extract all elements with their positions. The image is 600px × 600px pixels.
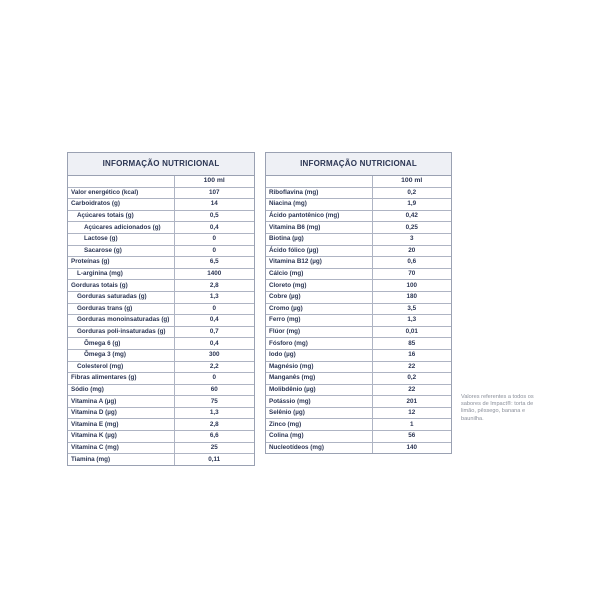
table-title: INFORMAÇÃO NUTRICIONAL — [266, 153, 451, 176]
nutrient-name: Fósforo (mg) — [266, 338, 372, 350]
nutrient-name: Cobre (µg) — [266, 291, 372, 303]
table-row — [266, 233, 451, 245]
table-row — [266, 245, 451, 257]
nutrient-value: 0,4 — [174, 222, 254, 234]
nutrient-value: 75 — [174, 396, 254, 408]
table-row — [68, 315, 254, 327]
nutrient-name: Riboflavina (mg) — [266, 187, 372, 199]
nutrition-table — [266, 176, 451, 453]
nutrient-name: Selênio (µg) — [266, 407, 372, 419]
table-row — [266, 199, 451, 211]
nutrient-value: 0,4 — [174, 338, 254, 350]
nutrient-value: 3,5 — [372, 303, 451, 315]
table-title: INFORMAÇÃO NUTRICIONAL — [68, 153, 254, 176]
nutrient-value: 1,3 — [174, 407, 254, 419]
nutrient-name: Proteínas (g) — [68, 257, 174, 269]
serving-header: 100 ml — [372, 176, 451, 187]
nutrient-header — [68, 176, 174, 187]
nutrient-name: Carboidratos (g) — [68, 199, 174, 211]
table-row — [68, 233, 254, 245]
table-row — [266, 280, 451, 292]
table-row — [266, 384, 451, 396]
nutrient-value: 3 — [372, 233, 451, 245]
nutrient-value: 0,6 — [372, 257, 451, 269]
nutrient-name: Cloreto (mg) — [266, 280, 372, 292]
nutrient-value: 1,3 — [174, 291, 254, 303]
nutrient-value: 60 — [174, 384, 254, 396]
nutrient-value: 107 — [174, 187, 254, 199]
nutrient-name: Molibdênio (µg) — [266, 384, 372, 396]
nutrient-value: 100 — [372, 280, 451, 292]
nutrient-value: 16 — [372, 349, 451, 361]
nutrient-value: 6,6 — [174, 431, 254, 443]
nutrient-name: Vitamina B6 (mg) — [266, 222, 372, 234]
flavors-note: Valores referentes a todos os sabores de Impact®: torta de limão, pêssego, banana e baunilha. — [461, 394, 534, 422]
nutrient-value: 12 — [372, 407, 451, 419]
table-row — [266, 396, 451, 408]
nutrient-value: 6,5 — [174, 257, 254, 269]
table-row — [68, 257, 254, 269]
table-row — [68, 303, 254, 315]
table-row — [266, 303, 451, 315]
nutrient-value: 1,9 — [372, 199, 451, 211]
table-row — [266, 257, 451, 269]
table-row — [68, 199, 254, 211]
table-row — [68, 338, 254, 350]
table-row — [68, 280, 254, 292]
table-row — [68, 396, 254, 408]
nutrient-name: Cromo (µg) — [266, 303, 372, 315]
nutrient-name: Vitamina D (µg) — [68, 407, 174, 419]
table-row — [266, 187, 451, 199]
table-row — [68, 187, 254, 199]
table-row — [266, 373, 451, 385]
table-row — [266, 349, 451, 361]
nutrient-name: Gorduras saturadas (g) — [68, 291, 174, 303]
table-row — [266, 338, 451, 350]
nutrient-name: Gorduras poli-insaturadas (g) — [68, 326, 174, 338]
nutrient-value: 0,25 — [372, 222, 451, 234]
header-row — [266, 176, 451, 187]
nutrient-value: 70 — [372, 268, 451, 280]
nutrient-name: L-arginina (mg) — [68, 268, 174, 280]
nutrient-value: 201 — [372, 396, 451, 408]
nutrient-value: 0 — [174, 303, 254, 315]
table-row — [266, 326, 451, 338]
nutrient-name: Gorduras monoinsaturadas (g) — [68, 315, 174, 327]
table-row — [266, 361, 451, 373]
nutrient-name: Vitamina A (µg) — [68, 396, 174, 408]
table-row — [266, 291, 451, 303]
nutrient-name: Açúcares totais (g) — [68, 210, 174, 222]
nutrient-value: 0 — [174, 373, 254, 385]
nutrient-value: 1400 — [174, 268, 254, 280]
nutrient-value: 0,5 — [174, 210, 254, 222]
nutrition-table — [68, 176, 254, 465]
nutrient-name: Nucleotídeos (mg) — [266, 442, 372, 453]
nutrient-name: Iodo (µg) — [266, 349, 372, 361]
nutrient-name: Tiamina (mg) — [68, 454, 174, 465]
nutrient-value: 0,7 — [174, 326, 254, 338]
nutrient-name: Magnésio (mg) — [266, 361, 372, 373]
table-row — [68, 442, 254, 454]
table-row — [68, 326, 254, 338]
nutrient-name: Ômega 6 (g) — [68, 338, 174, 350]
table-row — [68, 210, 254, 222]
nutrient-value: 56 — [372, 431, 451, 443]
nutrient-name: Valor energético (kcal) — [68, 187, 174, 199]
nutrient-value: 0 — [174, 245, 254, 257]
table-row — [266, 431, 451, 443]
nutrient-name: Lactose (g) — [68, 233, 174, 245]
nutrient-name: Ácido pantotênico (mg) — [266, 210, 372, 222]
table-row — [266, 210, 451, 222]
nutrient-value: 0,2 — [372, 187, 451, 199]
nutrient-name: Gorduras totais (g) — [68, 280, 174, 292]
table-row — [68, 245, 254, 257]
nutrient-name: Vitamina C (mg) — [68, 442, 174, 454]
nutrient-name: Sacarose (g) — [68, 245, 174, 257]
nutrient-name: Sódio (mg) — [68, 384, 174, 396]
table-row — [68, 384, 254, 396]
nutrient-value: 22 — [372, 361, 451, 373]
nutrient-value: 2,2 — [174, 361, 254, 373]
nutrient-name: Fibras alimentares (g) — [68, 373, 174, 385]
nutrient-name: Cálcio (mg) — [266, 268, 372, 280]
nutrient-value: 2,8 — [174, 280, 254, 292]
table-row — [266, 222, 451, 234]
nutrient-value: 180 — [372, 291, 451, 303]
serving-header: 100 ml — [174, 176, 254, 187]
table-row — [68, 361, 254, 373]
nutrient-header — [266, 176, 372, 187]
nutrient-value: 1,3 — [372, 315, 451, 327]
table-row — [68, 431, 254, 443]
nutrition-table-left — [67, 152, 255, 466]
table-row — [68, 291, 254, 303]
nutrient-value: 0,4 — [174, 315, 254, 327]
nutrient-value: 22 — [372, 384, 451, 396]
nutrient-value: 0,2 — [372, 373, 451, 385]
nutrient-value: 0 — [174, 233, 254, 245]
nutrient-name: Niacina (mg) — [266, 199, 372, 211]
nutrient-value: 14 — [174, 199, 254, 211]
nutrient-value: 25 — [174, 442, 254, 454]
nutrient-name: Potássio (mg) — [266, 396, 372, 408]
nutrient-name: Colina (mg) — [266, 431, 372, 443]
table-row — [266, 268, 451, 280]
nutrient-value: 0,11 — [208, 455, 221, 463]
header-row — [68, 176, 254, 187]
nutrient-value: 300 — [174, 349, 254, 361]
nutrient-name: Ômega 3 (mg) — [68, 349, 174, 361]
nutrient-name: Zinco (mg) — [266, 419, 372, 431]
table-row — [68, 407, 254, 419]
nutrient-name: Manganês (mg) — [266, 373, 372, 385]
table-row — [266, 315, 451, 327]
nutrition-table-right — [265, 152, 452, 454]
nutrient-name: Flúor (mg) — [266, 326, 372, 338]
table-row — [266, 407, 451, 419]
nutrient-name: Vitamina B12 (µg) — [266, 257, 372, 269]
nutrient-name: Ácido fólico (µg) — [266, 245, 372, 257]
table-row — [68, 454, 254, 465]
nutrient-value: 0,42 — [372, 210, 451, 222]
nutrient-value: 2,8 — [174, 419, 254, 431]
table-row — [266, 419, 451, 431]
nutrient-name: Ferro (mg) — [266, 315, 372, 327]
nutrient-value: 1 — [372, 419, 451, 431]
table-row — [68, 268, 254, 280]
nutrient-name: Açúcares adicionados (g) — [68, 222, 174, 234]
nutrient-name: Gorduras trans (g) — [68, 303, 174, 315]
nutrient-value: 20 — [372, 245, 451, 257]
nutrient-name: Vitamina E (mg) — [68, 419, 174, 431]
nutrient-name: Biotina (µg) — [266, 233, 372, 245]
table-row — [68, 419, 254, 431]
table-row — [68, 222, 254, 234]
nutrient-value: 0,01 — [372, 326, 451, 338]
table-row — [266, 442, 451, 453]
table-row — [68, 349, 254, 361]
table-row — [68, 373, 254, 385]
nutrient-name: Colesterol (mg) — [68, 361, 174, 373]
nutrient-name: Vitamina K (µg) — [68, 431, 174, 443]
nutrient-value: 85 — [372, 338, 451, 350]
nutrient-value: 140 — [406, 443, 417, 451]
